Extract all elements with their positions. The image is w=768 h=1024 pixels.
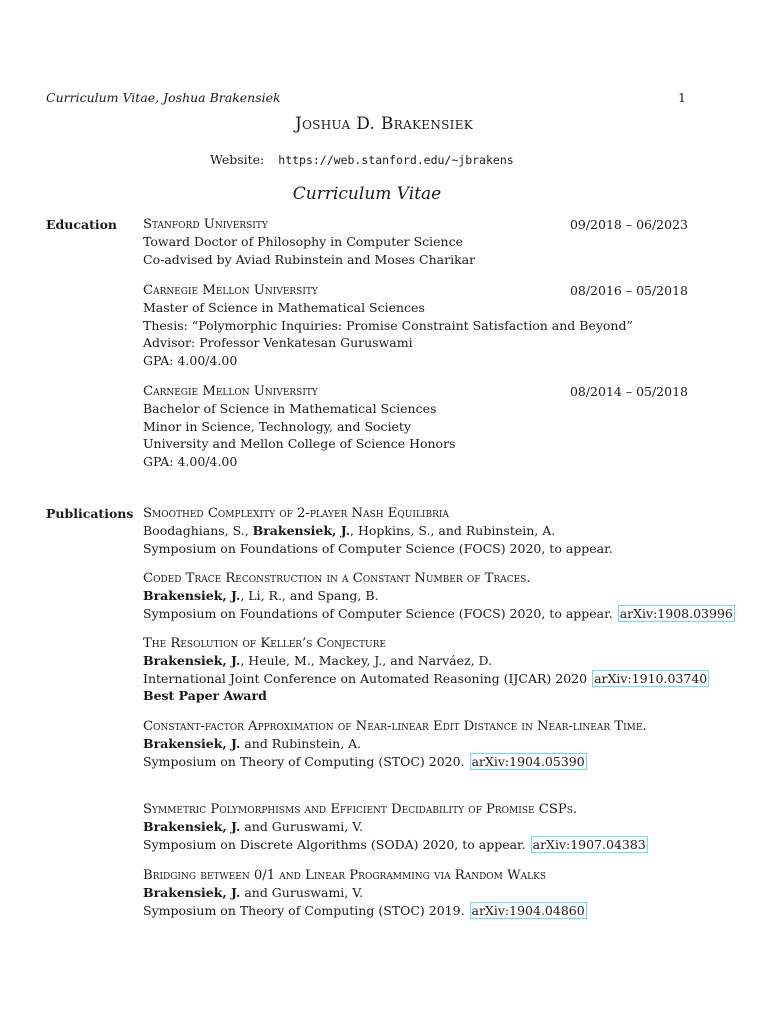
entry-line: Co-advised by Aviad Rubinstein and Moses Charikar xyxy=(143,251,476,267)
entry-dates: 08/2016 – 05/2018 xyxy=(569,283,688,298)
education-label: Education xyxy=(46,217,118,232)
publication-entry xyxy=(143,718,688,770)
self-author: Brakensiek, J. xyxy=(143,885,241,901)
entry-line: Toward Doctor of Philosophy in Computer Science xyxy=(143,234,463,250)
entry-line: GPA: 4.00/4.00 xyxy=(143,352,238,368)
arxiv-link[interactable]: arXiv:1910.03740 xyxy=(594,670,708,686)
page-number: 1 xyxy=(678,90,686,105)
publication-venue: Symposium on Discrete Algorithms (SODA) 2020, to appear. xyxy=(143,836,526,852)
publication-title: Smoothed Complexity of 2-player Nash Equilibria xyxy=(143,506,449,521)
self-author: Brakensiek, J. xyxy=(143,736,241,752)
authors-text: Boodaghians, S., xyxy=(143,523,253,539)
publication-entry xyxy=(143,867,688,919)
entry-line: GPA: 4.00/4.00 xyxy=(143,453,238,469)
arxiv-link[interactable]: arXiv:1907.04383 xyxy=(532,836,646,852)
school-name xyxy=(143,383,688,400)
publication-authors xyxy=(143,735,688,752)
entry-line: Minor in Science, Technology, and Society xyxy=(143,418,412,434)
publication-entry xyxy=(143,801,688,853)
website-label: Website: xyxy=(210,152,265,167)
school-name xyxy=(143,282,688,299)
publications-label: Publications xyxy=(46,506,134,521)
publication-title: Bridging between 0/1 and Linear Programming via Random Walks xyxy=(143,868,547,883)
self-author: Brakensiek, J. xyxy=(143,653,241,669)
running-title: Curriculum Vitae, Joshua Brakensiek xyxy=(46,90,281,105)
publication-entry xyxy=(143,635,708,705)
authors-text: and Guruswami, V. xyxy=(240,885,364,901)
entry-line: University and Mellon College of Science Honors xyxy=(143,436,456,452)
publication-title: Coded Trace Reconstruction in a Constant Number of Traces. xyxy=(143,571,531,586)
publication-authors xyxy=(143,884,688,901)
arxiv-link[interactable]: arXiv:1904.05390 xyxy=(471,753,585,769)
publication-authors xyxy=(143,818,688,835)
authors-text: , Li, R., and Spang, B. xyxy=(240,588,379,604)
publication-venue-line xyxy=(143,670,708,687)
entry-line: Bachelor of Science in Mathematical Sciences xyxy=(143,401,437,417)
website-line xyxy=(210,152,514,167)
publication-title: The Resolution of Keller’s Conjecture xyxy=(143,636,386,651)
award: Best Paper Award xyxy=(143,688,267,704)
arxiv-link[interactable]: arXiv:1908.03996 xyxy=(619,605,733,621)
publication-venue-line xyxy=(143,753,688,770)
publication-venue: Symposium on Theory of Computing (STOC) 2020. xyxy=(143,753,465,769)
publication-venue: Symposium on Foundations of Computer Science (FOCS) 2020, to appear. xyxy=(143,540,613,556)
publication-venue-line xyxy=(143,605,733,622)
publication-authors xyxy=(143,587,688,604)
education-entry xyxy=(143,282,688,369)
publication-authors xyxy=(143,522,688,539)
document-title: Curriculum Vitae xyxy=(292,184,442,204)
publication-authors xyxy=(143,652,688,669)
school-name-text: Carnegie Mellon University xyxy=(143,283,318,298)
school-name xyxy=(143,216,688,233)
publication-title: Symmetric Polymorphisms and Efficient Decidability of Promise CSPs. xyxy=(143,802,578,817)
authors-text: , Hopkins, S., and Rubinstein, A. xyxy=(350,523,556,539)
publication-venue: International Joint Conference on Automated Reasoning (IJCAR) 2020 xyxy=(143,670,588,686)
entry-dates: 08/2014 – 05/2018 xyxy=(569,384,688,399)
publication-entry xyxy=(143,570,733,622)
self-author: Brakensiek, J. xyxy=(143,819,241,835)
publication-title: Constant-factor Approximation of Near-linear Edit Distance in Near-linear Time. xyxy=(143,719,647,734)
authors-text: and Rubinstein, A. xyxy=(240,736,362,752)
school-name-text: Stanford University xyxy=(143,217,268,232)
publication-venue: Symposium on Theory of Computing (STOC) 2019. xyxy=(143,902,465,918)
school-name-text: Carnegie Mellon University xyxy=(143,384,318,399)
publication-entry xyxy=(143,505,688,557)
self-author: Brakensiek, J. xyxy=(143,588,241,604)
publication-venue-line xyxy=(143,836,688,853)
entry-line: Thesis: “Polymorphic Inquiries: Promise Constraint Satisfaction and Beyond” xyxy=(143,317,633,333)
self-author: Brakensiek, J. xyxy=(252,523,351,539)
website-link[interactable]: https://web.stanford.edu/~jbrakens xyxy=(278,153,514,167)
authors-text: , Heule, M., Mackey, J., and Narváez, D. xyxy=(240,653,493,669)
author-name: Joshua D. Brakensiek xyxy=(294,114,474,134)
publication-venue-line xyxy=(143,902,688,919)
authors-text: and Guruswami, V. xyxy=(240,819,364,835)
publication-venue: Symposium on Foundations of Computer Science (FOCS) 2020, to appear. xyxy=(143,605,613,621)
entry-dates: 09/2018 – 06/2023 xyxy=(569,217,688,232)
entry-line: Master of Science in Mathematical Sciences xyxy=(143,300,425,316)
arxiv-link[interactable]: arXiv:1904.04860 xyxy=(471,902,585,918)
education-entry xyxy=(143,383,688,470)
entry-line: Advisor: Professor Venkatesan Guruswami xyxy=(143,335,413,351)
education-entry xyxy=(143,216,688,268)
